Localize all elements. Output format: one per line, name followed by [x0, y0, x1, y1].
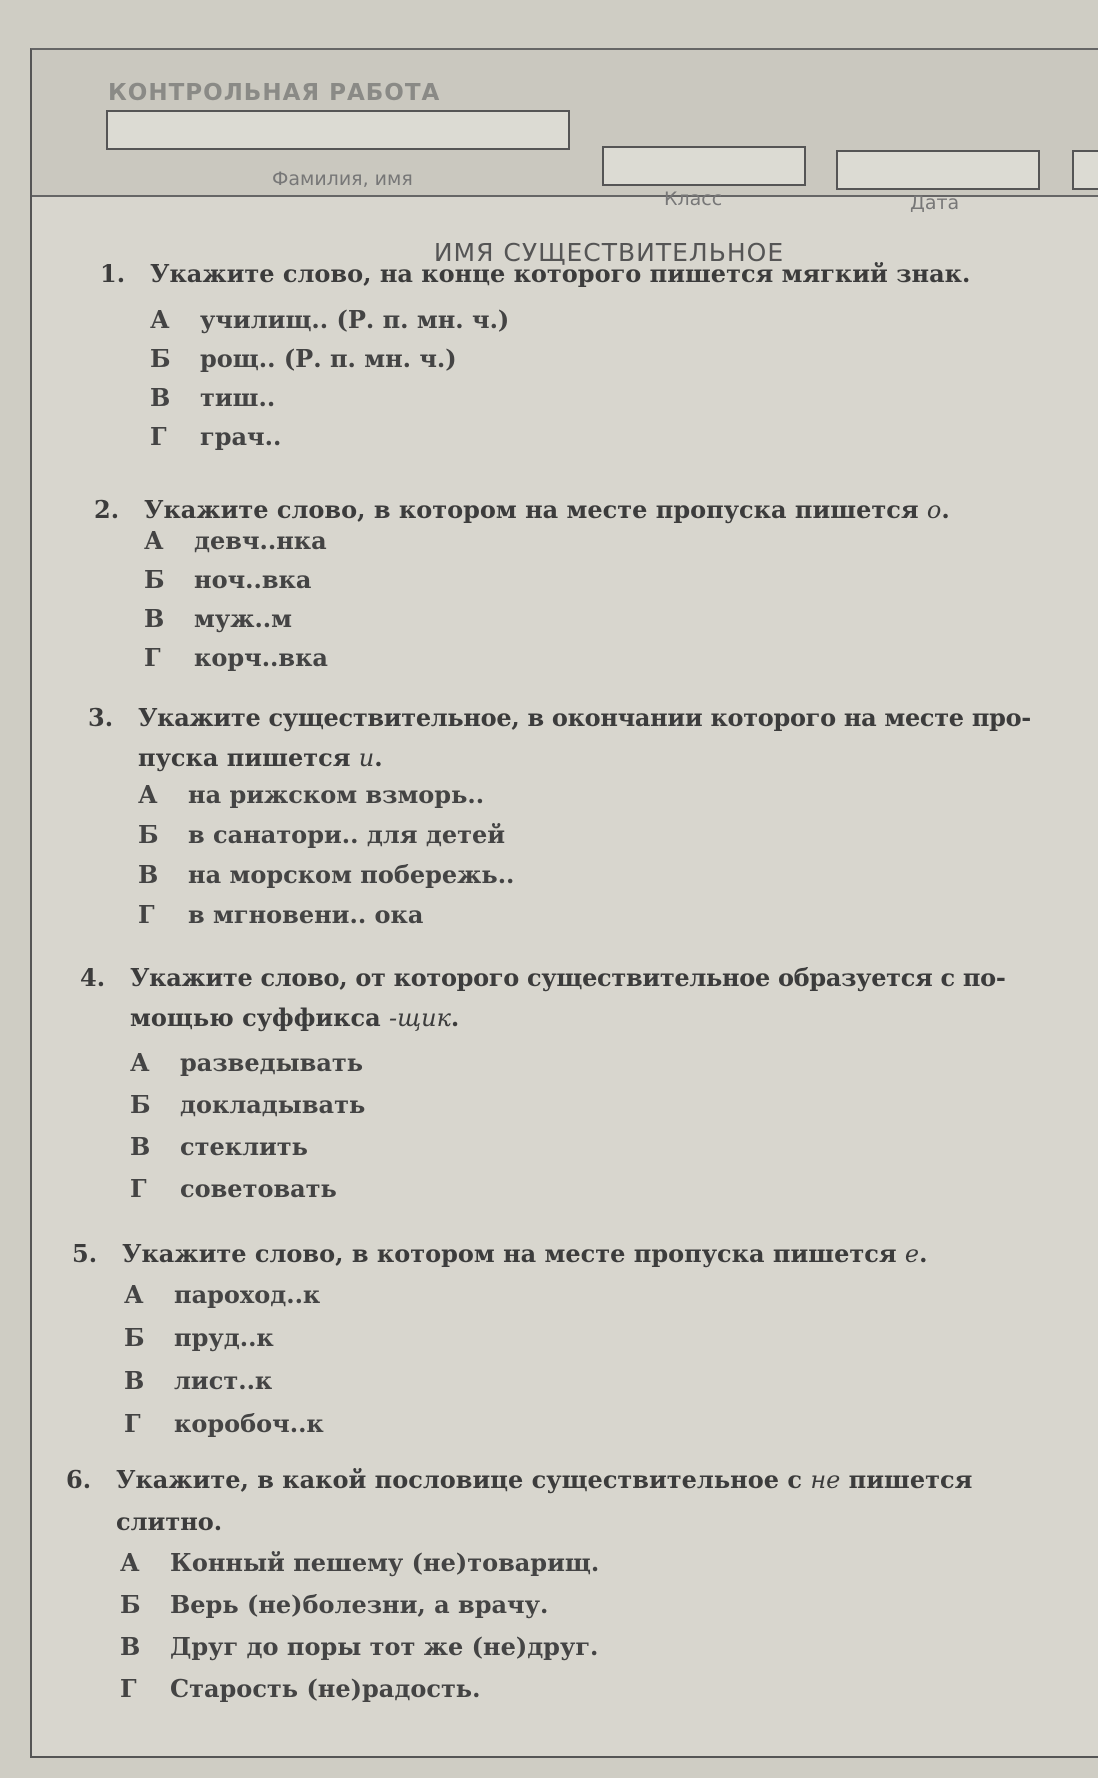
option-text: Старость (не)радость.: [170, 1674, 481, 1703]
option-letter: В: [150, 383, 171, 412]
option-5b[interactable]: [124, 1323, 274, 1352]
option-3b[interactable]: [138, 820, 505, 849]
name-field[interactable]: [106, 110, 570, 150]
option-text: грач..: [200, 422, 282, 451]
class-label: Класс: [664, 188, 723, 210]
option-text: тиш..: [200, 383, 276, 412]
name-label: Фамилия, имя: [272, 168, 413, 190]
option-text: ноч..вка: [194, 565, 312, 594]
option-6c[interactable]: [120, 1632, 598, 1661]
option-letter: Б: [144, 565, 165, 594]
option-letter: В: [130, 1132, 151, 1161]
extra-field[interactable]: [1072, 150, 1098, 190]
option-text: пароход..к: [174, 1280, 321, 1309]
question-number: 1.: [100, 259, 126, 288]
option-6d[interactable]: [120, 1674, 480, 1703]
option-1d[interactable]: [150, 422, 281, 451]
option-text: на морском побережь..: [188, 860, 515, 889]
option-text: лист..к: [174, 1366, 273, 1395]
option-letter: Г: [150, 422, 167, 451]
option-letter: А: [124, 1280, 144, 1309]
option-4b[interactable]: [130, 1090, 365, 1119]
option-text: в санатори.. для детей: [188, 820, 506, 849]
option-letter: Б: [130, 1090, 151, 1119]
option-6a[interactable]: [120, 1548, 599, 1577]
date-field[interactable]: [836, 150, 1040, 190]
question-text: Укажите слово, на конце которого пишется мягкий знак.: [150, 259, 971, 288]
option-5a[interactable]: [124, 1280, 320, 1309]
question-text-line1: Укажите слово, от которого существительное образуется с по-: [130, 963, 1006, 992]
option-letter: А: [120, 1548, 140, 1577]
option-3d[interactable]: [138, 900, 423, 929]
option-2b[interactable]: [144, 565, 311, 594]
option-text: муж..м: [194, 604, 293, 633]
option-4a[interactable]: [130, 1048, 363, 1077]
option-2a[interactable]: [144, 526, 327, 555]
question-text-line2: пуска пишется и.: [138, 743, 383, 772]
option-4c[interactable]: [130, 1132, 308, 1161]
option-2d[interactable]: [144, 643, 328, 672]
option-letter: В: [124, 1366, 145, 1395]
question-text-line2: мощью суффикса -щик.: [130, 1003, 460, 1032]
question-text: Укажите слово, в котором на месте пропуска пишется е.: [122, 1239, 928, 1268]
header-band: [32, 50, 1098, 214]
class-field[interactable]: [602, 146, 806, 186]
option-text: Конный пешему (не)товарищ.: [170, 1548, 600, 1577]
option-letter: Г: [130, 1174, 147, 1203]
option-5d[interactable]: [124, 1409, 324, 1438]
option-letter: А: [130, 1048, 150, 1077]
option-text: коробоч..к: [174, 1409, 324, 1438]
option-text: докладывать: [180, 1090, 366, 1119]
option-letter: А: [138, 780, 158, 809]
option-1b[interactable]: [150, 344, 457, 373]
option-letter: Г: [144, 643, 161, 672]
option-text: советовать: [180, 1174, 337, 1203]
option-1c[interactable]: [150, 383, 275, 412]
option-letter: А: [150, 305, 170, 334]
option-text: на рижском взморь..: [188, 780, 485, 809]
section-title: ИМЯ СУЩЕСТВИТЕЛЬНОЕ: [433, 238, 785, 267]
option-letter: Б: [124, 1323, 145, 1352]
option-text: пруд..к: [174, 1323, 274, 1352]
option-letter: Г: [120, 1674, 137, 1703]
option-3a[interactable]: [138, 780, 484, 809]
option-1a[interactable]: [150, 305, 509, 334]
option-2c[interactable]: [144, 604, 292, 633]
option-text: рощ.. (Р. п. мн. ч.): [200, 344, 457, 373]
option-text: девч..нка: [194, 526, 327, 555]
option-letter: В: [144, 604, 165, 633]
option-3c[interactable]: [138, 860, 514, 889]
option-letter: Г: [138, 900, 155, 929]
question-number: 3.: [88, 703, 114, 732]
question-number: 5.: [72, 1239, 98, 1268]
option-letter: В: [138, 860, 159, 889]
option-letter: Б: [150, 344, 171, 373]
option-letter: Б: [120, 1590, 141, 1619]
option-text: разведывать: [180, 1048, 364, 1077]
test-title: КОНТРОЛЬНАЯ РАБОТА: [108, 80, 441, 106]
option-text: Друг до поры тот же (не)друг.: [170, 1632, 599, 1661]
date-label: Дата: [910, 192, 960, 214]
option-letter: Б: [138, 820, 159, 849]
question-text-line2: слитно.: [116, 1507, 223, 1536]
option-letter: Г: [124, 1409, 141, 1438]
option-text: Верь (не)болезни, а врачу.: [170, 1590, 549, 1619]
question-text: Укажите слово, в котором на месте пропуска пишется о.: [144, 495, 950, 524]
option-letter: В: [120, 1632, 141, 1661]
question-text-line1: Укажите, в какой пословице существительное с не пишется: [116, 1465, 973, 1494]
option-text: училищ.. (Р. п. мн. ч.): [200, 305, 510, 334]
question-text-line1: Укажите существительное, в окончании которого на месте про-: [138, 703, 1031, 732]
option-text: в мгновени.. ока: [188, 900, 424, 929]
question-number: 4.: [80, 963, 106, 992]
option-letter: А: [144, 526, 164, 555]
option-text: стеклить: [180, 1132, 308, 1161]
question-number: 6.: [66, 1465, 92, 1494]
option-5c[interactable]: [124, 1366, 272, 1395]
option-text: корч..вка: [194, 643, 328, 672]
question-number: 2.: [94, 495, 120, 524]
option-4d[interactable]: [130, 1174, 337, 1203]
option-6b[interactable]: [120, 1590, 548, 1619]
